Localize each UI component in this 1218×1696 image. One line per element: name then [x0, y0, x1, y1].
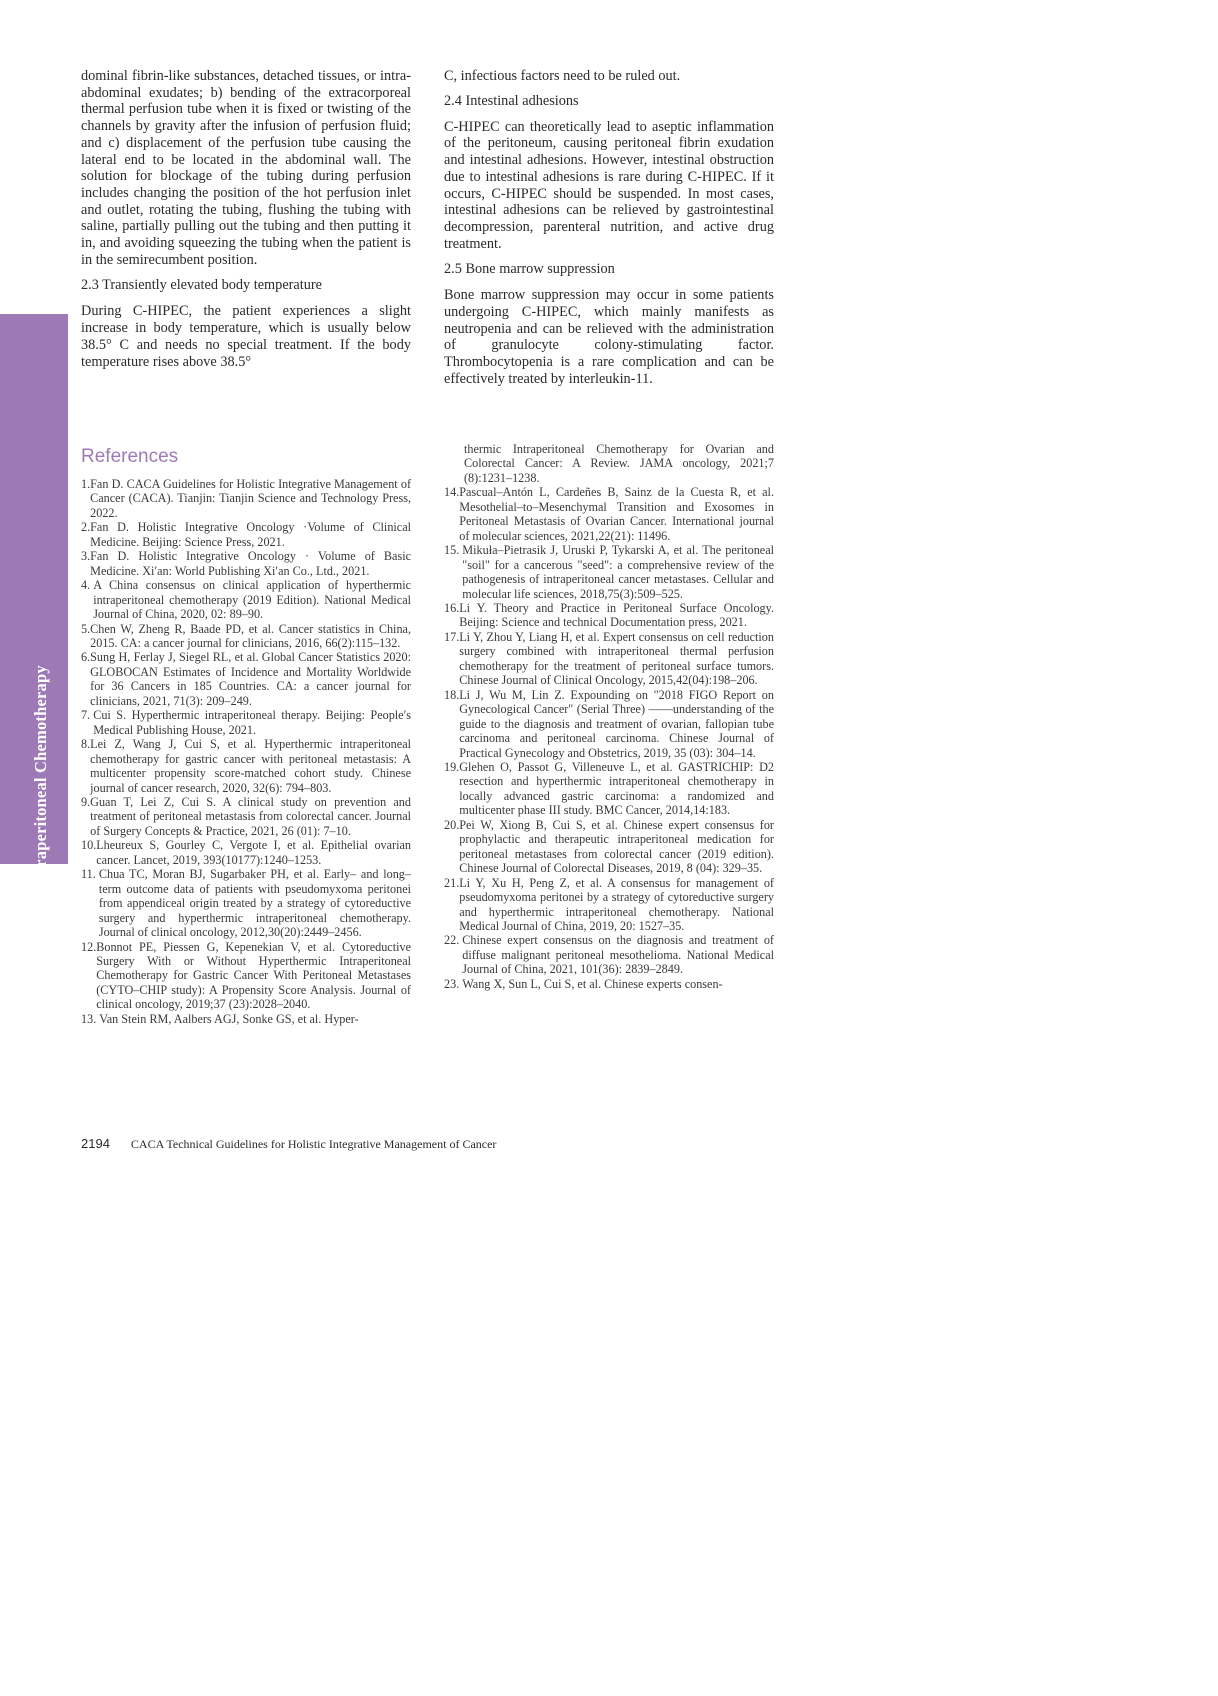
- reference-text: Cui S. Hyperthermic intraperitoneal therapy. Beijing: People′s Medical Publishing House, 2021.: [93, 708, 411, 737]
- page-number: 2194: [81, 1136, 110, 1151]
- reference-text: Fan D. Holistic Integrative Oncology · Volume of Basic Medicine. Xi′an: World Publishing Xi′an Co., Ltd., 2021.: [90, 549, 411, 578]
- reference-text: Glehen O, Passot G, Villeneuve L, et al. GASTRICHIP: D2 resection and hyperthermic intraperitoneal chemotherapy in locally advanced gastric carcinoma: a randomized and multicenter phase III study. BMC Cancer, 2014,14:183.: [459, 759, 774, 818]
- reference-number: 15.: [444, 543, 463, 558]
- reference-number: 23.: [444, 976, 463, 991]
- reference-text: Pascual–Antón L, Cardeñes B, Sainz de la Cuesta R, et al. Mesothelial–to–Mesenchymal Transition and Exosomes in Peritoneal Metastasis of Ovarian Cancer. International journal of molecular sciences, 2021,22(21): 11496.: [459, 485, 774, 543]
- page-footer: [81, 1136, 496, 1152]
- reference-number: 11.: [81, 867, 99, 882]
- reference-item: [81, 549, 411, 578]
- body-paragraph: During C-HIPEC, the patient experiences a slight increase in body temperature, which is usually below 38.5° C and needs no special treatment. If the body temperature rises above 38.5°: [81, 303, 411, 370]
- body-right-column: [444, 68, 774, 388]
- reference-text: Li Y. Theory and Practice in Peritoneal Surface Oncology. Beijing: Science and technical Documentation press, 2021.: [459, 600, 774, 630]
- reference-item: [81, 795, 411, 838]
- reference-text: Lheureux S, Gourley C, Vergote I, et al. Epithelial ovarian cancer. Lancet, 2019, 393(10177):1240–1253.: [96, 838, 411, 867]
- reference-item: [81, 1012, 411, 1026]
- reference-number: 18.: [444, 687, 460, 702]
- reference-item: [81, 838, 411, 867]
- reference-number: 9.: [81, 794, 91, 809]
- sidebar-title: Technique of China Hyperthermic Intraperitoneal Chemotherapy: [31, 665, 50, 1141]
- reference-number: 2.: [81, 520, 91, 535]
- reference-text: Lei Z, Wang J, Cui S, et al. Hyperthermic intraperitoneal chemotherapy for gastric cancer with peritoneal metastasis: A multicenter propensity score-matched cohort study. Chinese journal of cancer research, 2020, 32(6): 794–803.: [90, 737, 411, 795]
- reference-text: Fan D. CACA Guidelines for Holistic Integrative Management of Cancer (CACA). Tianjin: Tianjin Science and Technology Press, 2022.: [90, 477, 411, 520]
- reference-number: 21.: [444, 875, 460, 890]
- reference-text: Chua TC, Moran BJ, Sugarbaker PH, et al. Early– and long–term outcome data of patients with pseudomyxoma peritonei from appendiceal origin treated by a strategy of cytoreductive surgery and hyperthermic intraperitoneal chemotherapy. Journal of clinical oncology, 2012,30(20):2449–2456.: [98, 867, 411, 940]
- reference-continuation: thermic Intraperitoneal Chemotherapy for Ovarian and Colorectal Cancer: A Review. JAMA oncology, 2021;7 (8):1231–1238.: [464, 442, 774, 485]
- reference-item: [444, 630, 774, 688]
- reference-number: 1.: [81, 477, 91, 491]
- reference-item: [444, 688, 774, 760]
- reference-text: Bonnot PE, Piessen G, Kepenekian V, et al. Cytoreductive Surgery With or Without Hyperthermic Intraperitoneal Chemotherapy for Gastric Cancer With Peritoneal Metastases (CYTO–CHIP study): A Propensity Score Analysis. Journal of clinical oncology, 2019;37 (23):2028–2040.: [96, 939, 411, 1012]
- section-heading: 2.3 Transiently elevated body temperature: [81, 277, 323, 294]
- reference-text: Guan T, Lei Z, Cui S. A clinical study on prevention and treatment of peritoneal metastasis from colorectal cancer. Journal of Surgery Concepts & Practice, 2021, 26 (01): 7–10.: [90, 794, 411, 838]
- reference-number: 5.: [81, 621, 91, 636]
- body-left-column: [81, 68, 411, 370]
- section-heading: 2.4 Intestinal adhesions: [444, 92, 579, 109]
- reference-text: Van Stein RM, Aalbers AGJ, Sonke GS, et al. Hyper-: [99, 1011, 359, 1026]
- reference-item: [444, 485, 774, 543]
- reference-item: [81, 520, 411, 549]
- reference-item: [81, 650, 411, 708]
- body-paragraph: C-HIPEC can theoretically lead to aseptic inflammation of the peritoneum, causing peritoneal fibrin exudation and intestinal adhesions. However, intestinal obstruction due to intestinal adhesions is rare during C-HIPEC. If it occurs, C-HIPEC should be suspended. In most cases, intestinal adhesions can be relieved by gastrointestinal decompression, parenteral nutrition, and active drug treatment.: [444, 118, 774, 252]
- reference-text: Chinese expert consensus on the diagnosis and treatment of diffuse malignant peritoneal mesothelioma. National Medical Journal of China, 2021, 101(36): 2839–2849.: [462, 933, 774, 977]
- body-paragraph: Bone marrow suppression may occur in some patients undergoing C-HIPEC, which mainly manifests as neutropenia and can be relieved with the administration of granulocyte colony-stimulating factor. Thrombocytopenia is a rare complication and can be effectively treated by interleukin-11.: [444, 287, 774, 387]
- reference-item: [444, 933, 774, 976]
- body-paragraph: C, infectious factors need to be ruled out.: [444, 68, 681, 84]
- reference-text: Wang X, Sun L, Cui S, et al. Chinese experts consen-: [462, 976, 723, 991]
- reference-number: 8.: [81, 737, 91, 752]
- references-left-column: [81, 477, 411, 1026]
- reference-number: 20.: [444, 817, 460, 832]
- reference-item: [81, 867, 411, 939]
- references-right-column: [444, 442, 774, 991]
- reference-item: [444, 977, 774, 991]
- reference-number: 7.: [81, 708, 94, 723]
- reference-number: 13.: [81, 1011, 100, 1026]
- reference-item: [444, 818, 774, 876]
- reference-text: A China consensus on clinical application of hyperthermic intraperitoneal chemotherapy (2019 Edition). National Medical Journal of China, 2020, 02: 89–90.: [93, 578, 411, 622]
- sidebar-tab: [0, 314, 68, 1141]
- reference-item: [444, 601, 774, 630]
- reference-item: [81, 708, 411, 737]
- running-title: CACA Technical Guidelines for Holistic Integrative Management of Cancer: [130, 1137, 497, 1151]
- reference-number: 4.: [81, 578, 94, 593]
- reference-text: Pei W, Xiong B, Cui S, et al. Chinese expert consensus for prophylactic and therapeutic intraperitoneal medication for peritoneal metastases from colorectal cancer (2019 edition). Chinese Journal of Colorectal Diseases, 2019, 8 (04): 329–35.: [459, 817, 774, 876]
- reference-number: 3.: [81, 549, 91, 564]
- reference-number: 17.: [444, 629, 460, 644]
- reference-text: Chen W, Zheng R, Baade PD, et al. Cancer statistics in China, 2015. CA: a cancer journal for clinicians, 2016, 66(2):115–132.: [90, 621, 411, 650]
- reference-number: 10.: [81, 838, 97, 853]
- body-paragraph: dominal fibrin-like substances, detached tissues, or intra-abdominal exudates; b) bending of the extracorporeal thermal perfusion tube when it is fixed or twisting of the channels by gravity after the infusion of perfusion fluid; and c) displacement of the perfusion tube causing the lateral end to be located in the abdominal wall. The solution for blockage of the tubing during perfusion includes changing the position of the hot perfusion inlet and outlet, rotating the tubing, flushing the tubing with saline, partially pulling out the tubing and then putting it in, and avoiding squeezing the tubing when the patient is in the semirecumbent position.: [81, 68, 411, 268]
- reference-text: Li J, Wu M, Lin Z. Expounding on "2018 FIGO Report on Gynecological Cancer" (Serial Three) ——understanding of the guide to the diagnosis and treatment of ovarian, fallopian tube carcinoma and peritoneal carcinoma. Chinese Journal of Practical Gynecology and Obstetrics, 2019, 35 (03): 304–14.: [459, 687, 774, 760]
- references-heading: References: [81, 446, 179, 467]
- reference-item: [81, 737, 411, 795]
- reference-text: Mikuła–Pietrasik J, Uruski P, Tykarski A, et al. The peritoneal "soil" for a cancerous "seed": a comprehensive review of the pathogenesis of intraperitoneal cancer metastases. Cellular and molecular life sciences, 2018,75(3):509–525.: [462, 543, 774, 601]
- reference-text: Li Y, Xu H, Peng Z, et al. A consensus for management of pseudomyxoma peritonei by a strategy of cytoreductive surgery and hyperthermic intraperitoneal chemotherapy. National Medical Journal of China, 2019, 20: 1527–35.: [459, 875, 774, 933]
- reference-item: [444, 543, 774, 601]
- reference-number: 6.: [81, 650, 91, 665]
- reference-number: 22.: [444, 933, 463, 948]
- reference-item: [444, 876, 774, 934]
- reference-text: Fan D. Holistic Integrative Oncology ·Volume of Clinical Medicine. Beijing: Science Press, 2021.: [90, 520, 411, 549]
- reference-number: 12.: [81, 939, 97, 954]
- reference-number: 19.: [444, 759, 460, 774]
- reference-item: [444, 760, 774, 818]
- reference-number: 16.: [444, 600, 460, 615]
- reference-number: 14.: [444, 485, 460, 500]
- reference-item: [81, 477, 411, 520]
- section-heading: 2.5 Bone marrow suppression: [444, 261, 615, 278]
- reference-text: Li Y, Zhou Y, Liang H, et al. Expert consensus on cell reduction surgery combined with intraperitoneal thermal perfusion chemotherapy for the treatment of peritoneal surface tumors. Chinese Journal of Clinical Oncology, 2015,42(04):198–206.: [459, 629, 774, 688]
- reference-item: [81, 578, 411, 621]
- reference-text: Sung H, Ferlay J, Siegel RL, et al. Global Cancer Statistics 2020: GLOBOCAN Estimates of Incidence and Mortality Worldwide for 36 Cancers in 185 Countries. CA: a cancer journal for clinicians, 2021, 71(3): 209–249.: [90, 650, 411, 708]
- reference-item: [81, 940, 411, 1012]
- reference-item: [81, 622, 411, 651]
